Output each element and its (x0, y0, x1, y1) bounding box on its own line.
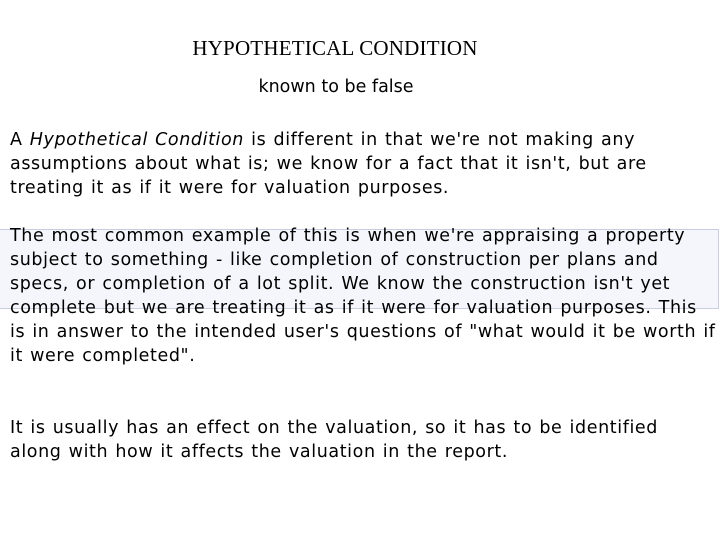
paragraph-intro: A (10, 130, 30, 150)
defined-term: Hypothetical Condition (29, 130, 244, 150)
definition-paragraph (10, 128, 716, 200)
paragraph-rest: is different in that we're not making any assumptions about what is; we know for a fact that it isn't, but are treating it as if it were for valuation purposes. (10, 130, 647, 198)
slide-title: HYPOTHETICAL CONDITION (192, 36, 478, 60)
slide-subtitle: known to be false (258, 77, 414, 97)
example-paragraph: The most common example of this is when we're appraising a property subject to something - like completion of construction per plans and specs, or completion of a lot split. We know the construction isn't yet complete but we are treating it as if it were for valuation purposes. This is in answer to the intended user's questions of "what would it be worth if it were completed". (10, 226, 716, 366)
effect-paragraph: It is usually has an effect on the valuation, so it has to be identified along with how it affects the valuation in the report. (10, 418, 659, 462)
